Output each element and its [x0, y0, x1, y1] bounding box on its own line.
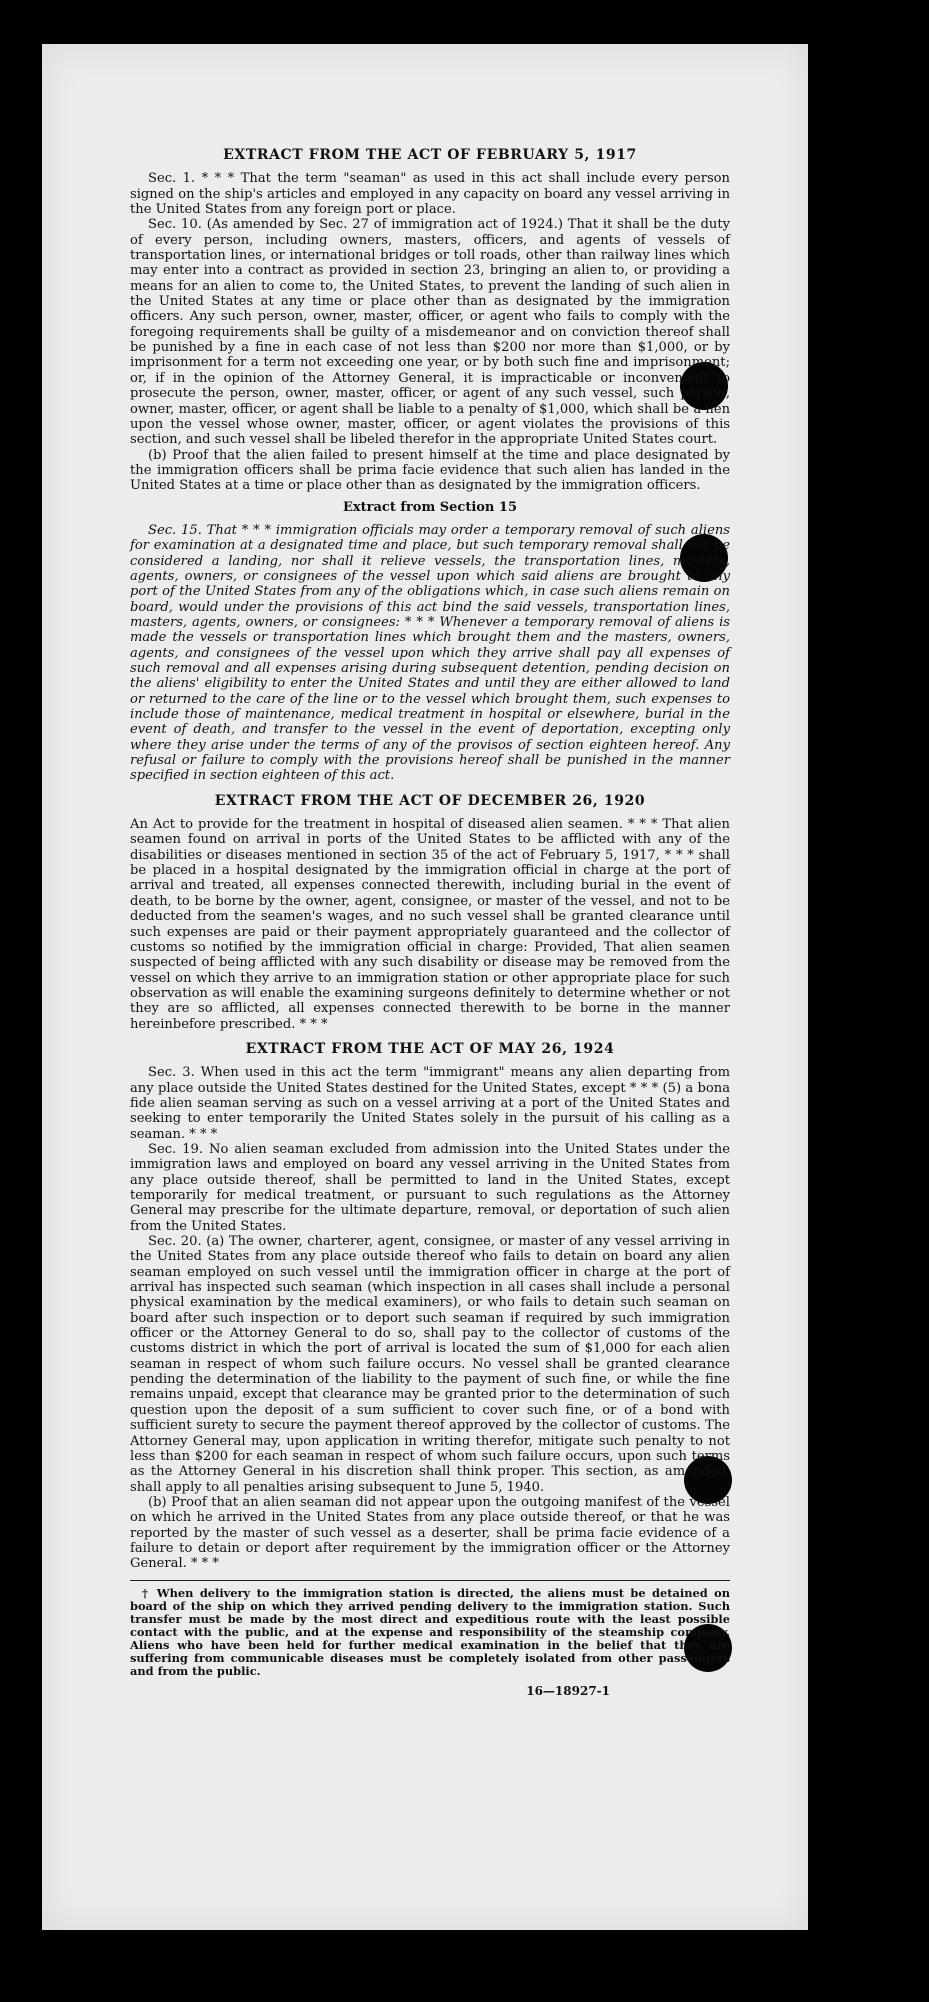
heading-section-15: Extract from Section 15	[342, 499, 518, 515]
section-15: Sec. 15. That * * * immigration officials may order a temporary removal of such aliens for examination at a designated time and place, but such temporary removal shall not be considered a landing, nor shall it relieve vessels, the transportation lines, masters, agents, owners, or consignees of the vessel upon which said aliens are brought to any port of the United States from any of the obligations which, in case such aliens remain on board, would under the provisions of this act bind the said vessels, transportation lines, masters, agents, owners, or consignees: * * * Whenever a temporary removal of aliens is made the vessels or transportation lines which brought them and the masters, owners, agents, and consignees of the vessel upon which they arrive shall pay all expenses of such removal and all expenses arising during subsequent detention, pending decision on the aliens' eligibility to enter the United States and until they are either allowed to land or returned to the care of the line or to the vessel which brought them, such expenses to include those of maintenance, medical treatment in hospital or elsewhere, burial in the event of death, and transfer to the vessel in the event of deportation, excepting only where they arise under the terms of any of the provisos of section eighteen hereof. Any refusal or failure to comply with the provisions hereof shall be punished in the manner specified in section eighteen of this act.	[130, 522, 730, 784]
document-body	[130, 148, 730, 1699]
section-1: Sec. 1. * * * That the term "seaman" as used in this act shall include every person signed on the ship's articles and employed in any capacity on board any vessel arriving in the United States from any foreign port or place.	[130, 171, 730, 218]
heading-act-1920: EXTRACT FROM THE ACT OF DECEMBER 26, 1920	[214, 792, 646, 809]
footnote-divider	[130, 1580, 730, 1581]
section-10: Sec. 10. (As amended by Sec. 27 of immigration act of 1924.) That it shall be the duty of every person, including owners, masters, officers, and agents of vessels of transportation lines, or international bridges or toll roads, other than railway lines which may enter into a contract as provided in section 23, bringing an alien to, or providing a means for an alien to come to, the United States, to prevent the landing of such alien in the United States at any time or place other than as designated by the immigration officers. Any such person, owner, master, officer, or agent who fails to comply with the foregoing requirements shall be guilty of a misdemeanor and on conviction thereof shall be punished by a fine in each case of not less than $200 nor more than $1,000, or by imprisonment for a term not exceeding one year, or by both such fine and imprisonment; or, if in the opinion of the Attorney General, it is impracticable or inconvenient to prosecute the person, owner, master, officer, or agent of any such vessel, such person, owner, master, officer, or agent shall be liable to a penalty of $1,000, which shall be a lien upon the vessel whose owner, master, officer, or agent violates the provisions of this section, and such vessel shall be libeled therefor in the appropriate United States court.	[130, 217, 730, 448]
section-20: Sec. 20. (a) The owner, charterer, agent, consignee, or master of any vessel arriving in the United States from any place outside thereof who fails to detain on board any alien seaman employed on such vessel until the immigration officer in charge at the port of arrival has inspected such seaman (which inspection in all cases shall include a personal physical examination by the medical examiners), or who fails to detain such seaman on board after such inspection or to deport such seaman if required by such immigration officer or the Attorney General to do so, shall pay to the collector of customs of the customs district in which the port of arrival is located the sum of $1,000 for each alien seaman in respect of whom such failure occurs. No vessel shall be granted clearance pending the determination of the liability to the payment of such fine, or while the fine remains unpaid, except that clearance may be granted prior to the determination of such question upon the deposit of a sum sufficient to cover such fine, or of a bond with sufficient surety to secure the payment thereof approved by the collector of customs. The Attorney General may, upon application in writing therefor, mitigate such penalty to not less than $200 for each seaman in respect of whom such failure occurs, upon such terms as the Attorney General in his discretion shall think proper. This section, as amended, shall apply to all penalties arising subsequent to June 5, 1940.	[130, 1234, 730, 1495]
heading-act-1917: EXTRACT FROM THE ACT OF FEBRUARY 5, 1917	[223, 147, 637, 163]
section-20-b: (b) Proof that an alien seaman did not appear upon the outgoing manifest of the vessel on which he arrived in the United States from any place outside thereof, or that he was reported by the master of such vessel as a deserter, shall be prima facie evidence of a failure to detain or deport after requirement by the immigration officer or the Attorney General. * * *	[130, 1494, 730, 1572]
heading-act-1924: EXTRACT FROM THE ACT OF MAY 26, 1924	[245, 1040, 615, 1057]
form-code: 16—18927-1	[526, 1683, 610, 1698]
section-10-b: (b) Proof that the alien failed to present himself at the time and place designated by the immigration officers shall be prima facie evidence that such alien has landed in the United States at a time or place other than as designated by the immigration officers.	[130, 447, 730, 494]
section-3: Sec. 3. When used in this act the term "immigrant" means any alien departing from any place outside the United States destined for the United States, except * * * (5) a bona fide alien seaman serving as such on a vessel arriving at a port of the United States and seeking to enter temporarily the United States solely in the pursuit of his calling as a seaman. * * *	[130, 1065, 730, 1142]
footnote-text: † When delivery to the immigration station is directed, the aliens must be detained on board of the ship on which they arrived pending delivery to the immigration station. Such transfer must be made by the most direct and expeditious route with the least possible contact with the public, and at the expense and responsibility of the steamship company. Aliens who have been held for further medical examination in the belief that they are suffering from communicable diseases must be completely isolated from other passengers and from the public.	[130, 1585, 730, 1678]
footnote	[130, 1587, 730, 1678]
section-19: Sec. 19. No alien seaman excluded from admission into the United States under the immigration laws and employed on board any vessel arriving in the United States from any place outside thereof, shall be permitted to land in the United States, except temporarily for medical treatment, or pursuant to such regulations as the Attorney General may prescribe for the ultimate departure, removal, or deportation of such alien from the United States.	[130, 1141, 730, 1234]
act-1920-text: An Act to provide for the treatment in hospital of diseased alien seamen. * * * That alien seamen found on arrival in ports of the United States to be afflicted with any of the disabilities or diseases mentioned in section 35 of the act of February 5, 1917, * * * shall be placed in a hospital designated by the immigration official in charge at the port of arrival and treated, all expenses connected therewith, including burial in the event of death, to be borne by the owner, agent, consignee, or master of the vessel, and not to be deducted from the seamen's wages, and no such vessel shall be granted clearance until such expenses are paid or their payment appropriately guaranteed and the collector of customs so notified by the immigration official in charge: Provided, That alien seamen suspected of being afflicted with any such disability or disease may be removed from the vessel on which they arrive to an immigration station or other appropriate place for such observation as will enable the examining surgeons definitely to determine whether or not they are so afflicted, all expenses connected therewith to be borne in the manner hereinbefore prescribed. * * *	[130, 817, 730, 1032]
